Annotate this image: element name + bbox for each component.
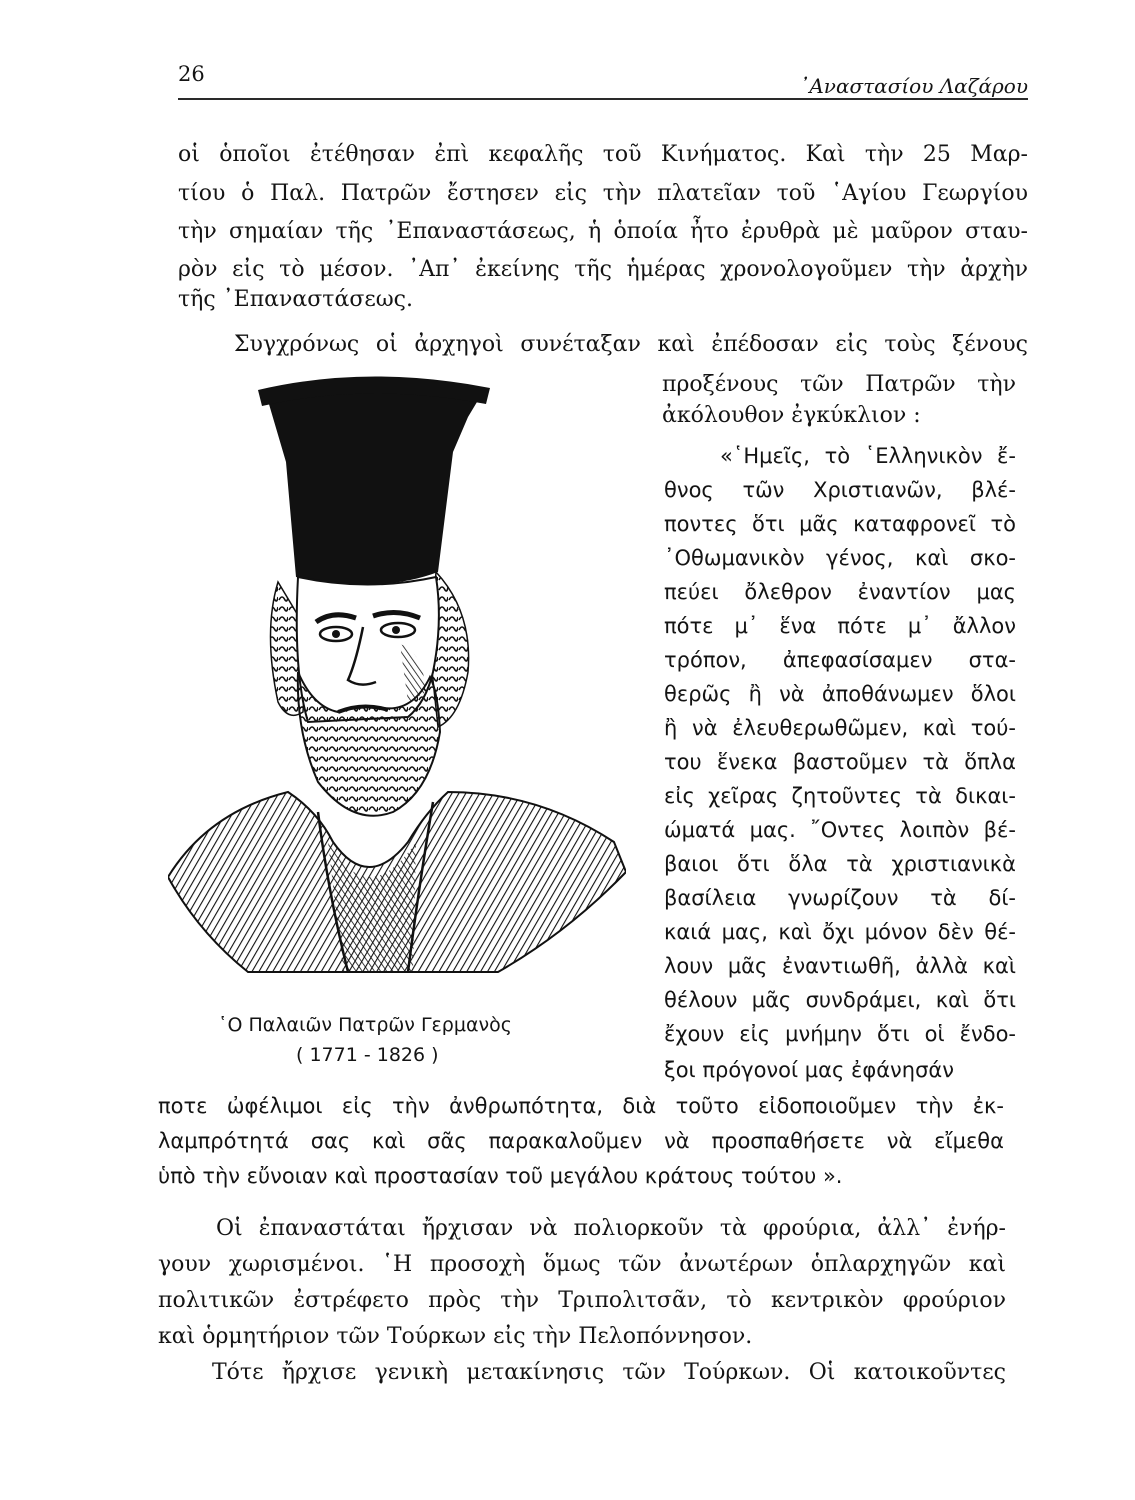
para3-line: Οἱ ἐπαναστάται ἤρχισαν νὰ πολιορκοῦν τὰ φρούρια, ἀλλ᾿ ἐνήρ- bbox=[216, 1216, 1006, 1241]
para1-line: τῆς ᾿Επαναστάσεως. bbox=[178, 287, 413, 312]
quote-line: θέλουν μᾶς συνδράμει, καὶ ὅτι bbox=[664, 988, 1016, 1012]
quote-line: «῾Ημεῖς, τὸ ῾Ελληνικὸν ἔ- bbox=[720, 444, 1016, 468]
quote-line: λουν μᾶς ἐναντιωθῆ, ἀλλὰ καὶ bbox=[664, 954, 1016, 978]
quote-line: πότε μ᾿ ἕνα πότε μ᾿ ἄλλον bbox=[664, 614, 1016, 638]
quote-line: εἰς χεῖρας ζητοῦντες τὰ δικαι- bbox=[664, 784, 1016, 808]
quote-line: βασίλεια γνωρίζουν τὰ δί- bbox=[664, 886, 1016, 910]
quote-line: λαμπρότητά σας καὶ σᾶς παρακαλοῦμεν νὰ προσπαθήσετε νὰ εἴμεθα bbox=[158, 1129, 1004, 1153]
quote-line: καιά μας, καὶ ὄχι μόνον δὲν θέ- bbox=[664, 920, 1016, 944]
para1-line: τὴν σημαίαν τῆς ᾿Επαναστάσεως, ἡ ὁποία ἦτο ἐρυθρὰ μὲ μαῦρον σταυ- bbox=[178, 219, 1028, 244]
quote-line: ἢ νὰ ἐλευθερωθῶμεν, καὶ τού- bbox=[664, 716, 1016, 740]
hat-icon bbox=[266, 382, 483, 584]
quote-line: ξοι πρόγονοί μας ἐφάνησάν bbox=[664, 1058, 954, 1082]
para4-line: Τότε ἤρχισε γενικὴ μετακίνησις τῶν Τούρκων. Οἱ κατοικοῦντες bbox=[212, 1360, 1006, 1385]
page-header bbox=[178, 58, 1028, 98]
quote-line: βαιοι ὅτι ὅλα τὰ χριστιανικὰ bbox=[664, 852, 1016, 876]
quote-line: του ἕνεκα βαστοῦμεν τὰ ὅπλα bbox=[664, 750, 1016, 774]
para3-line: καὶ ὁρμητήριον τῶν Τούρκων εἰς τὴν Πελοπόννησον. bbox=[158, 1324, 753, 1349]
quote-line: θνος τῶν Χριστιανῶν, βλέ- bbox=[664, 478, 1016, 502]
para3-line: γουν χωρισμένοι. ῾Η προσοχὴ ὅμως τῶν ἀνωτέρων ὁπλαρχηγῶν καὶ bbox=[158, 1252, 1006, 1277]
quote-line: πεύει ὄλεθρον ἐναντίον μας bbox=[664, 580, 1016, 604]
quote-line: τρόπον, ἀπεφασίσαμεν στα- bbox=[664, 648, 1016, 672]
para2-line: προξένους τῶν Πατρῶν τὴν bbox=[662, 372, 1016, 397]
quote-line: ἔχουν εἰς μνήμην ὅτι οἱ ἔνδο- bbox=[664, 1022, 1016, 1046]
quote-line: ὑπὸ τὴν εὔνοιαν καὶ προστασίαν τοῦ μεγάλου κράτους τούτου ». bbox=[158, 1164, 843, 1188]
quote-line: ᾿Οθωμανικὸν γένος, καὶ σκο- bbox=[664, 546, 1016, 570]
para1-line: ρὸν εἰς τὸ μέσον. ᾿Απ᾿ ἐκείνης τῆς ἡμέρας χρονολογοῦμεν τὴν ἀρχὴν bbox=[178, 257, 1028, 282]
quote-line: ποτε ὠφέλιμοι εἰς τὴν ἀνθρωπότητα, διὰ τοῦτο εἰδοποιοῦμεν τὴν ἐκ- bbox=[158, 1094, 1004, 1118]
quote-line: ποντες ὅτι μᾶς καταφρονεῖ τὸ bbox=[664, 512, 1016, 536]
portrait-caption-name: ῾Ο Παλαιῶν Πατρῶν Γερμανὸς bbox=[218, 1014, 512, 1036]
portrait-illustration bbox=[168, 372, 626, 980]
page-number: 26 bbox=[178, 62, 205, 86]
quote-line: ώματά μας. ῎Οντες λοιπὸν βέ- bbox=[664, 818, 1016, 842]
para3-line: πολιτικῶν ἐστρέφετο πρὸς τὴν Τριπολιτσᾶν, τὸ κεντρικὸν φρούριον bbox=[158, 1288, 1006, 1313]
running-head: ᾿Αναστασίου Λαζάρου bbox=[799, 74, 1028, 98]
para1-line: οἱ ὁποῖοι ἐτέθησαν ἐπὶ κεφαλῆς τοῦ Κινήματος. Καὶ τὴν 25 Μαρ- bbox=[178, 142, 1028, 167]
para2-line: ἀκόλουθον ἐγκύκλιον : bbox=[662, 403, 921, 428]
portrait-caption-dates: ( 1771 - 1826 ) bbox=[296, 1044, 439, 1066]
quote-line: θερῶς ἢ νὰ ἀποθάνωμεν ὅλοι bbox=[664, 682, 1016, 706]
para1-line: τίου ὁ Παλ. Πατρῶν ἔστησεν εἰς τὴν πλατεῖαν τοῦ ῾Αγίου Γεωργίου bbox=[178, 181, 1028, 206]
header-rule bbox=[178, 98, 1028, 100]
para2-line: Συγχρόνως οἱ ἀρχηγοὶ συνέταξαν καὶ ἐπέδοσαν εἰς τοὺς ξένους bbox=[234, 332, 1028, 357]
